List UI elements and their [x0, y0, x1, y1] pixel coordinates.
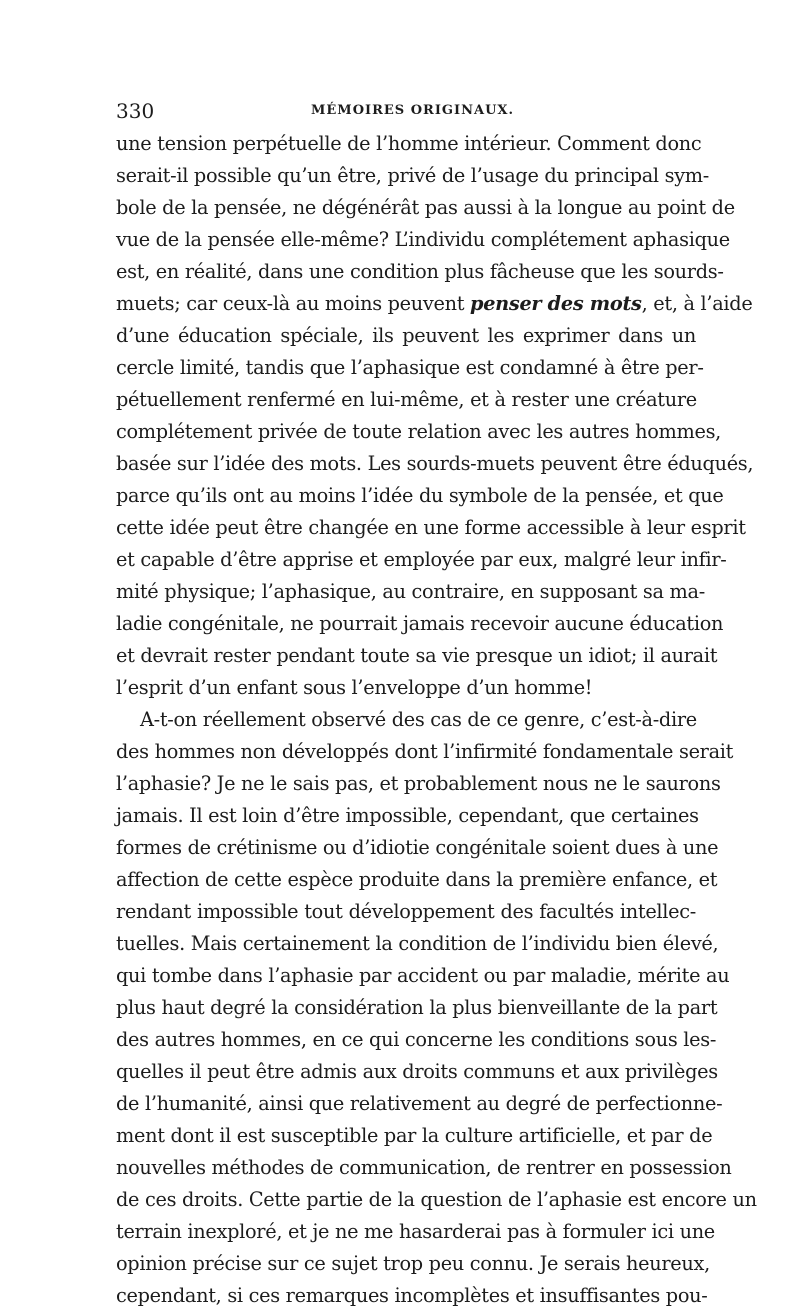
text-line: d’une éducation spéciale, ils peuvent les exprimer dans un: [116, 324, 696, 347]
text-line: des hommes non développés dont l’infirmité fondamentale serait: [116, 740, 734, 763]
text-line: et devrait rester pendant toute sa vie presque un idiot; il aurait: [116, 644, 718, 667]
text-line: opinion précise sur ce sujet trop peu connu. Je serais heureux,: [116, 1252, 710, 1275]
text-line: formes de crétinisme ou d’idiotie congénitale soient dues à une: [116, 836, 719, 859]
text-line: et capable d’être apprise et employée par eux, malgré leur infir-: [116, 548, 727, 571]
text-line: serait-il possible qu’un être, privé de l’usage du principal sym-: [116, 164, 710, 187]
text-line: des autres hommes, en ce qui concerne les conditions sous les-: [116, 1028, 717, 1051]
text-line: est, en réalité, dans une condition plus fâcheuse que les sourds-: [116, 260, 724, 283]
text-line: bole de la pensée, ne dégénérât pas aussi à la longue au point de: [116, 196, 735, 219]
text-line: ladie congénitale, ne pourrait jamais recevoir aucune éducation: [116, 612, 724, 635]
text-segment: muets; car ceux-là au moins peuvent: [116, 292, 471, 315]
text-line: tuelles. Mais certainement la condition de l’individu bien élevé,: [116, 932, 719, 955]
text-line: ment dont il est susceptible par la culture artificielle, et par de: [116, 1124, 713, 1147]
text-line: quelles il peut être admis aux droits communs et aux privilèges: [116, 1060, 718, 1083]
text-line: basée sur l’idée des mots. Les sourds-muets peuvent être éduqués,: [116, 452, 754, 475]
paragraph-start-line: A-t-on réellement observé des cas de ce genre, c’est-à-dire: [140, 708, 697, 731]
text-line: pétuellement renfermé en lui-même, et à rester une créature: [116, 388, 697, 411]
text-line: l’aphasie? Je ne le sais pas, et probablement nous ne le saurons: [116, 772, 721, 795]
text-line: vue de la pensée elle-même? L’individu complétement aphasique: [116, 228, 730, 251]
emphasized-phrase: penser des mots: [470, 292, 642, 315]
text-line-with-emphasis: [116, 288, 753, 320]
text-line: qui tombe dans l’aphasie par accident ou par maladie, mérite au: [116, 964, 730, 987]
text-line: cercle limité, tandis que l’aphasique est condamné à être per-: [116, 356, 704, 379]
text-line: parce qu’ils ont au moins l’idée du symbole de la pensée, et que: [116, 484, 724, 507]
text-line: mité physique; l’aphasique, au contraire, en supposant sa ma-: [116, 580, 705, 603]
body-text: [116, 128, 757, 1312]
text-line: rendant impossible tout développement des facultés intellec-: [116, 900, 696, 923]
text-segment: , et, à l’aide: [641, 292, 753, 315]
text-line: cependant, si ces remarques incomplètes et insuffisantes pou-: [116, 1284, 708, 1307]
text-line: affection de cette espèce produite dans la première enfance, et: [116, 868, 718, 891]
page-header: [116, 96, 696, 126]
text-line: plus haut degré la considération la plus bienveillante de la part: [116, 996, 718, 1019]
text-line: de l’humanité, ainsi que relativement au degré de perfectionne-: [116, 1092, 723, 1115]
text-line: une tension perpétuelle de l’homme intérieur. Comment donc: [116, 132, 702, 155]
running-head: MÉMOIRES ORIGINAUX.: [311, 103, 515, 118]
text-line: de ces droits. Cette partie de la question de l’aphasie est encore un: [116, 1188, 757, 1211]
text-line: cette idée peut être changée en une forme accessible à leur esprit: [116, 516, 746, 539]
paragraph-end-line: l’esprit d’un enfant sous l’enveloppe d’un homme!: [116, 676, 593, 699]
text-line: nouvelles méthodes de communication, de rentrer en possession: [116, 1156, 732, 1179]
text-line: complétement privée de toute relation avec les autres hommes,: [116, 420, 721, 443]
text-line: jamais. Il est loin d’être impossible, cependant, que certaines: [116, 804, 699, 827]
text-line: terrain inexploré, et je ne me hasarderai pas à formuler ici une: [116, 1220, 715, 1243]
page-number: 330: [116, 99, 155, 123]
